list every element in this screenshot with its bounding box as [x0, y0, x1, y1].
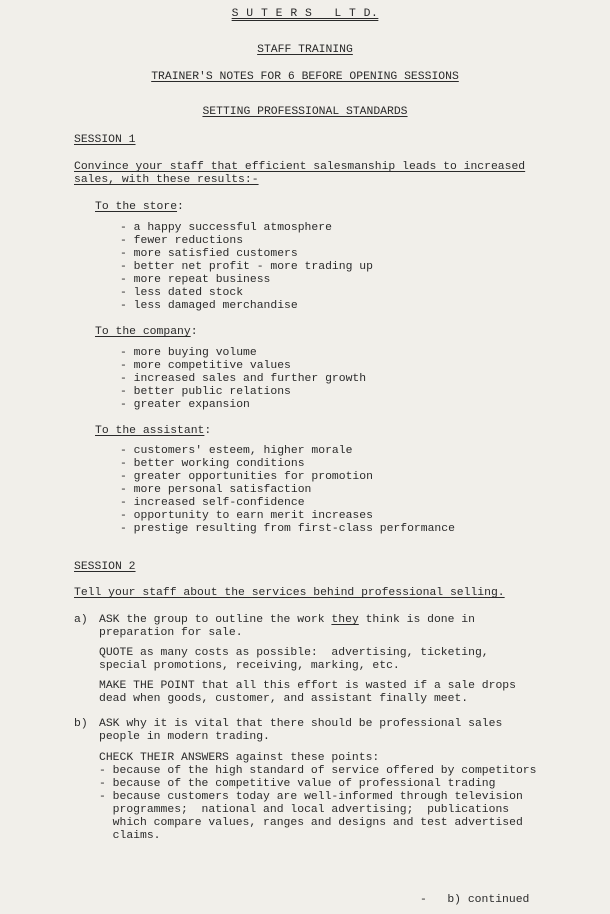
- list-item: - less damaged merchandise: [120, 300, 298, 312]
- list-item: - because customers today are well-informed through television: [99, 791, 523, 803]
- item-a-marker: a): [74, 614, 88, 626]
- department-title: STAFF TRAINING: [257, 44, 353, 56]
- item-a-line1: ASK the group to outline the work they think is done in: [99, 614, 475, 626]
- list-item: - better working conditions: [120, 458, 305, 470]
- company-name: S U T E R S L T D.: [231, 8, 379, 20]
- store-label: To the store:: [95, 201, 184, 213]
- list-item: - greater expansion: [120, 399, 250, 411]
- company-label: To the company:: [95, 326, 198, 338]
- list-item: - more buying volume: [120, 347, 257, 359]
- list-item: - opportunity to earn merit increases: [120, 510, 373, 522]
- list-item: - a happy successful atmosphere: [120, 222, 332, 234]
- point-line1: MAKE THE POINT that all this effort is wasted if a sale drops: [99, 680, 516, 692]
- item-b-line1: ASK why it is vital that there should be professional sales: [99, 718, 503, 730]
- list-item: - prestige resulting from first-class performance: [120, 523, 455, 535]
- session-1-intro-line2: sales, with these results:-: [74, 174, 259, 186]
- list-item: - greater opportunities for promotion: [120, 471, 373, 483]
- list-item: - better net profit - more trading up: [120, 261, 373, 273]
- item-b-marker: b): [74, 718, 88, 730]
- list-item: which compare values, ranges and designs and test advertised: [99, 817, 523, 829]
- session-2-heading: SESSION 2: [74, 561, 136, 573]
- list-item: - more personal satisfaction: [120, 484, 312, 496]
- list-item: - customers' esteem, higher morale: [120, 445, 353, 457]
- list-item: - more competitive values: [120, 360, 291, 372]
- session-1-heading: SESSION 1: [74, 134, 136, 146]
- check-answers: CHECK THEIR ANSWERS against these points:: [99, 752, 380, 764]
- document-subtitle: TRAINER'S NOTES FOR 6 BEFORE OPENING SESSIONS: [151, 71, 459, 83]
- topic-title: SETTING PROFESSIONAL STANDARDS: [202, 106, 408, 118]
- list-item: - because of the high standard of service offered by competitors: [99, 765, 537, 777]
- point-line2: dead when goods, customer, and assistant finally meet.: [99, 693, 469, 705]
- session-2-intro: Tell your staff about the services behind professional selling.: [74, 587, 505, 599]
- list-item: - less dated stock: [120, 287, 244, 299]
- quote-line2: special promotions, receiving, marking, etc.: [99, 660, 400, 672]
- continued-note: - b) continued: [420, 894, 530, 906]
- list-item: - more satisfied customers: [120, 248, 298, 260]
- list-item: - increased sales and further growth: [120, 373, 367, 385]
- list-item: - fewer reductions: [120, 235, 244, 247]
- list-item: programmes; national and local advertising; publications: [99, 804, 510, 816]
- assistant-label: To the assistant:: [95, 425, 212, 437]
- list-item: - better public relations: [120, 386, 291, 398]
- list-item: - because of the competitive value of professional trading: [99, 778, 496, 790]
- item-a-line2: preparation for sale.: [99, 627, 243, 639]
- session-1-intro-line1: Convince your staff that efficient salesmanship leads to increased: [74, 161, 526, 173]
- list-item: - more repeat business: [120, 274, 271, 286]
- list-item: - increased self-confidence: [120, 497, 305, 509]
- quote-line1: QUOTE as many costs as possible: advertising, ticketing,: [99, 647, 489, 659]
- item-b-line2: people in modern trading.: [99, 731, 270, 743]
- list-item: claims.: [99, 830, 161, 842]
